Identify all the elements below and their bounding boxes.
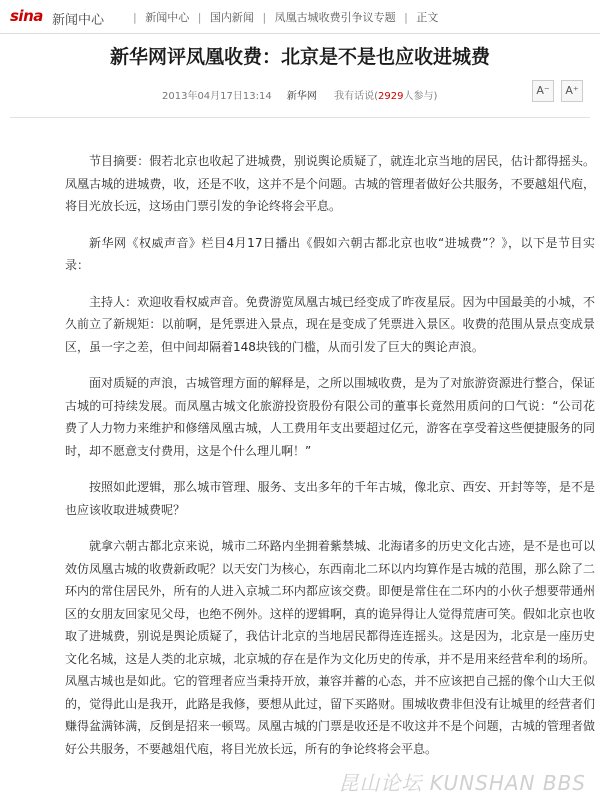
comment-prefix: 我有话说( — [334, 91, 378, 102]
forum-watermark: 昆山论坛 KUNSHAN BBS — [338, 771, 586, 795]
breadcrumb-topic[interactable]: 凤凰古城收费引争议专题 — [274, 11, 396, 24]
breadcrumb-separator: | — [197, 11, 202, 24]
article-body — [65, 150, 595, 774]
breadcrumb-separator: | — [262, 11, 267, 24]
article-source[interactable]: 新华网 — [286, 91, 317, 102]
breadcrumb-news-center[interactable]: 新闻中心 — [145, 11, 190, 24]
paragraph-logic: 按照如此逻辑，那么城市管理、服务、支出多年的千年古城，像北京、西安、开封等等，是不是也应该收取进城费呢？ — [65, 480, 595, 517]
comment-count: 2929 — [378, 91, 404, 102]
sina-logo[interactable]: sina — [10, 7, 43, 25]
breadcrumb-current: 正文 — [416, 11, 439, 24]
breadcrumb-separator: | — [404, 11, 408, 24]
comment-link[interactable] — [334, 91, 437, 102]
paragraph-beijing: 就拿六朝古都北京来说，城市二环路内坐拥着紫禁城、北海诸多的历史文化古迹，是不是也可以效仿凤凰古城的收费新政呢？以天安门为核心，东西南北二环以内均算作是古城的范围，那么除了二环内的常住居民外，所有的人进入京城二环内都应该交费。即便是常住在二环内的小伙子想要带通州区的女朋友回家见父母，也绝不例外。这样的逻辑啊，真的诡异得让人觉得荒唐可笑。假如北京也收取了进城费，别说是舆论质疑了，我估计北京的当地居民都得连连摇头。这是因为，北京是一座历史文化名城，这是人类的北京城，北京城的存在是作为文化历史的传承，并不是用来经营牟利的场所。凤凰古城也是如此。它的管理者应当秉持开放，兼容并蓄的心态，并不应该把自己摇的像个山大王似的，觉得此山是我开，此路是我修，要想从此过，留下买路财。围城收费非但没有让城里的经营者们赚得盆满钵满，反倒是招来一顿骂。凤凰古城的门票是收还是不收这并不是个问题，古城的管理者做好公共服务，不要越俎代庖，将目光放长远，所有的争论终将会平息。 — [65, 539, 595, 756]
paragraph-summary: 节目摘要：假若北京也收起了进城费，别说舆论质疑了，就连北京当地的居民，估计都得摇头。凤凰古城的进城费，收，还是不收，这并不是个问题。古城的管理者做好公共服务，不要越俎代庖，将目光放长远，这场由门票引发的争论终将会平息。 — [65, 154, 595, 213]
paragraph-explanation: 面对质疑的声浪，古城管理方面的解释是，之所以围城收费，是为了对旅游资源进行整合，保证古城的可持续发展。而凤凰古城文化旅游投资股份有限公司的董事长竟然用质问的口气说：“公司花费了人力物力来维护和修缮凤凰古城，人工费用年支出要超过亿元，游客在享受着这些便捷服务的同时，却不愿意支付费用，这是个什么理儿啊！” — [65, 376, 595, 458]
breadcrumb-separator: | — [133, 11, 137, 24]
font-smaller-button[interactable]: A⁻ — [532, 80, 554, 102]
article-title: 新华网评凤凰收费：北京是不是也应收进城费 — [109, 46, 490, 68]
breadcrumb-domestic-news[interactable]: 国内新闻 — [209, 11, 254, 24]
breadcrumb — [128, 9, 438, 25]
comment-suffix: 人参与) — [403, 91, 438, 102]
paragraph-host: 主持人：欢迎收看权威声音。免费游览凤凰古城已经变成了昨夜星辰。因为中国最美的小城，不久前立了新规矩：以前啊，是凭票进入景点，现在是变成了凭票进入景区。收费的范围从景点变成景区，虽一字之差，但中间却隔着148块钱的门槛，从而引发了巨大的舆论声浪。 — [65, 294, 595, 354]
publish-time: 2013年04月17日13:14 — [162, 91, 272, 102]
header-divider — [10, 117, 590, 118]
news-center-label[interactable]: 新闻中心 — [52, 13, 105, 28]
paragraph-intro: 新华网《权威声音》栏目4月17日播出《假如六朝古都北京也收“进城费”？》，以下是节目实录： — [65, 235, 595, 272]
article-meta — [162, 87, 437, 102]
top-navigation-bar — [0, 0, 600, 34]
font-larger-button[interactable]: A⁺ — [561, 80, 583, 102]
